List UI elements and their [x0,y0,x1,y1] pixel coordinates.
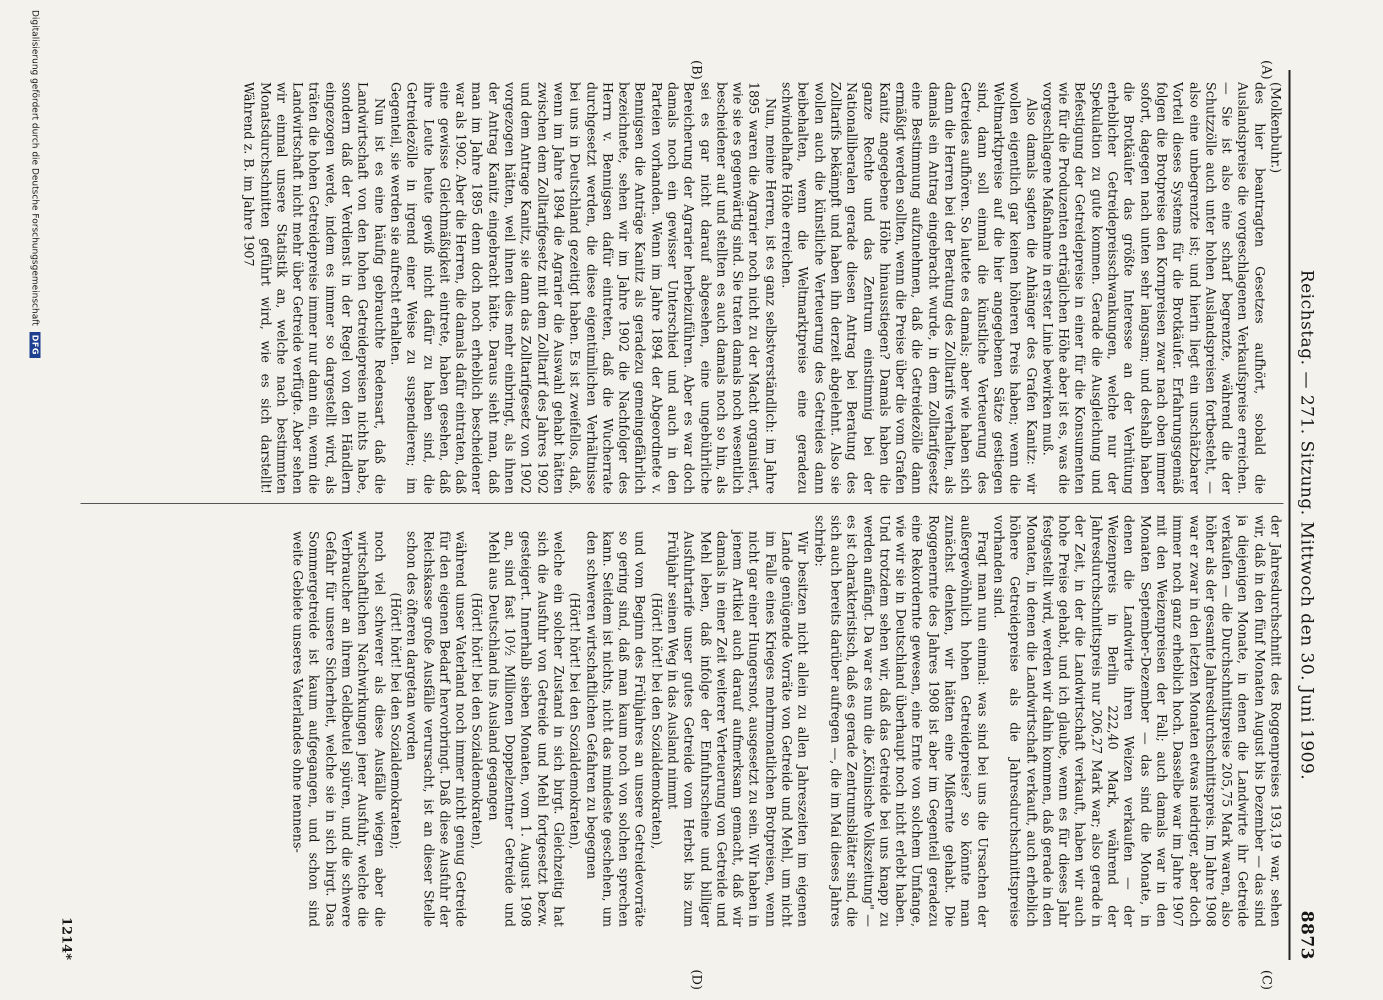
paragraph: des hier beantragten Gesetzes aufhört, sobald die Auslandspreise die vorgeschlagenen Verkaufspreise erreichen. — Sie ist also eine scharf begrenzte, während die der Schutzzölle auch unter hohen Auslandspreisen fortbesteht, — also eine unbegrenzte ist; und hierin liegt ein unschätzbarer Vorteil dieses Systems für die Brotkäufer. Erfahrungsgemäß folgen die Brotpreise den Kornpreisen zwar nach oben immer sofort, dagegen nach unten sehr langsam; und deshalb haben die Brotkäufer das größte Interesse an der Verhütung erheblicher Getreidepreisschwankungen, welche nur der Spekulation zu gute kommen. Gerade die Ausgleichung und Befestigung der Getreidepreise in einer für die Konsumenten wie für die Produzenten erträglichen Höhe aber ist es, was die vorgeschlagene Maßnahme in erster Linie bewirken muß. [1039,82,1267,494]
interjection: (Hört! hört! bei den Sozialdemokraten), [567,592,583,850]
quotation: und vom Beginn des Frühjahres an unsere Getreidevorräte so gering sind, daß man kaum noch von solchen sprechen kann. Seitdem ist nichts, nicht das mindeste geschehen, um den schweren wirtschaftlichen Gefahren zu begegnen [583,531,648,927]
quotation: während unser Vaterland noch immer nicht genug Getreide für den eigenen Bedarf hervorbringt. Daß diese Ausfuhr der Reichskasse große Ausfälle verursacht, ist an dieser Stelle schon des öfteren dargetan worden [404,531,469,927]
header-rule [1288,70,1290,960]
margin-letter-b: (B) [688,60,703,80]
page-header [1291,90,1321,960]
paragraph: der Jahresdurchschnitt des Roggenpreises 193,19 war, sehen wir, daß in den fünf Monaten August bis Dezember — das sind ja diejenigen Monate, in denen die Landwirte ihr Getreide verkaufen — die Durchschnittspreise 205,75 Mark waren, also höher als der gesamte Jahresdurchschnittspreis. Im Jahre 1908 war er zwar in den letzten Monaten etwas niedriger, aber doch immer noch ganz erheblich hoch. Dasselbe war im Jahre 1907 mit den Weizenpreisen der Fall; auch damals war in den Monaten September-Dezember — das sind die Monate, in denen die Landwirte ihren Weizen verkaufen — der Weizenpreis in Berlin 222,40 Mark, während der Jahresdurchschnittspreis nur 206,27 Mark war; also gerade in der Zeit, in der die Landwirtschaft verkauft, haben wir auch hohe Preise gehabt, und ich glaube, wenn es für dieses Jahr festgestellt wird, werden wir dahin kommen, daß gerade in den Monaten, in denen die Landwirtschaft verkauft, auch erheblich höhere Getreidepreise als die Jahresdurchschnittspreise vorhanden sind. [990,515,1283,927]
margin-letter-a: (A) [1258,60,1273,80]
quotation: welche ein solcher Zustand in sich birgt. Gleichzeitig hat sich die Ausfuhr von Getreide und Mehl fortgesetzt bezw. gesteigert. Innerhalb sieben Monaten, vom 1. August 1908 an, sind fast 10½ Millionen Doppelzentner Getreide und Mehl aus Deutschland ins Ausland gegangen [485,531,566,927]
dfg-logo: DFG [29,332,40,358]
interjection: (Hört! hört! bei den Sozialdemokraten), [469,592,485,850]
column-divider [80,503,1283,504]
digitization-credit [29,10,40,358]
interjection: (Hört! hört! bei den Sozialdemokraten); [387,592,403,850]
margin-letter-c: (C) [1258,969,1273,990]
sheet-number: 1214* [58,917,73,960]
right-column [80,515,1283,927]
left-column [80,82,1283,494]
speaker-name: (Molkenbuhr.) [1268,82,1283,174]
paragraph: Nun, meine Herren, ist es ganz selbstverständlich: im Jahre 1895 waren die Agrarier noch nicht zu der Macht organisiert, wie sie es gegenwärtig sind. Sie traten damals noch wesentlich bescheidener auf und stellten es auch damals noch so hin, als sei es gar nicht darauf abgesehen, eine ungebührliche Bereicherung der Agrarier herbeizuführen. Aber es war doch damals noch ein gewisser Unterschied und auch in den Parteien vorhanden. Wenn im Jahre 1894 der Abgeordnete v. Bennigsen die Anträge Kanitz als geradezu gemeingefährlich bezeichnete, sehen wir im Jahre 1902 die Nachfolger des Herrn v. Bennigsen dafür eintreten, daß die Wucherrate durchgesetzt werden, die diese eigentümlichen Verhältnisse bei uns in Deutschland gezeitigt haben. Es ist zweifellos, daß, wenn im Jahre 1894 die Agrarier die Auswahl gehabt hätten zwischen dem Zolltarifgesetz mit dem Zolltarif des Jahres 1902 und dem Antrage Kanitz, sie dann das Zolltarifgesetz von 1902 vorgezogen hätten, weil ihnen dies mehr einbringt, als ihnen der Antrag Kanitz eingebracht hätte. Daraus sieht man, daß man im Jahre 1895 denn doch noch erheblich bescheidener war als 1902. Aber die Herren, die damals dafür eintraten, daß eine gewisse Gleichmäßigkeit eintrete, haben gesehen, daß ihre Leute heute gewiß nicht dafür zu haben sind, die Getreidezölle in irgend einer Weise zu suspendieren; im Gegenteil, sie werden sie aufrecht erhalten. [387,82,778,494]
paragraph: Fragt man nun einmal: was sind bei uns die Ursachen der außergewöhnlich hohen Getreidepreise? so könnte man zunächst denken, wir hätten eine Mißernte gehabt. Die Roggenernte des Jahres 1908 ist aber im Gegenteil geradezu eine Rekordernte gewesen, eine Ernte von solchem Umfange, wie wir sie in Deutschland überhaupt noch nicht erlebt haben. Und trotzdem sehen wir, daß das Getreide bei uns knapp zu werden anfängt. Da war es nun die „Kölnische Volkszeitung" — es ist charakteristisch, daß es gerade Zentrumsblätter sind, die sich auch bereits darüber aufregen —, die im Mai dieses Jahres schrieb: [811,515,990,927]
page-number: 8873 [1296,910,1316,960]
margin-letter-d: (D) [688,969,703,990]
quotation: Wir besitzen nicht allein zu allen Jahreszeiten im eigenen Lande genügende Vorräte von Getreide und Mehl, um nicht im Falle eines Krieges mehrmonatlichen Brotpreisen, wenn nicht gar einer Hungersnot, ausgesetzt zu sein. Wir haben in jenem Artikel auch darauf aufmerksam gemacht, daß wir damals in einer Zeit weiterer Verteuerung von Getreide und Mehl leben, daß infolge der Einfuhrscheine und billiger Ausfuhrtarife unser gutes Getreide vom Herbst bis zum Frühjahr seinen Weg in das Ausland nimmt [665,531,811,927]
paragraph: Also damals sagten die Anhänger des Grafen Kanitz: wir wollen eigentlich gar keinen höheren Preis haben; wenn die Weltmarktpreise auf die hier angegebenen Sätze gestiegen sind, dann soll einmal die künstliche Verteuerung des Getreides aufhören. So lautete es damals; aber wie haben sich dann die Herren bei der Beratung des Zolltarifs verhalten, als damals ein Antrag eingebracht wurde, in dem Zolltarifgesetz eine Bestimmung aufzunehmen, daß die Getreidezölle dann ermäßigt werden sollten, wenn die Preise über die vom Grafen Kanitz angegebene Höhe hinausstiegen? Damals haben die ganze Rechte und das Zentrum einstimmig bei der Nationalliberalen gerade diesen Antrag bei Beratung des Zolltarifs bekämpft und haben ihn derzeit abgelehnt. Also sie wollen auch die künstliche Verteuerung des Getreides dann beibehalten, wenn die Weltmarktpreise eine geradezu schwindelhafte Höhe erreichen. [779,82,1039,494]
credit-text: Digitalisierung gefördert durch die Deutsche Forschungsgemeinschaft [29,10,40,326]
paragraph: Nun ist es eine häufig gebrauchte Redensart, daß die Landwirtschaft von den hohen Getreidepreisen nichts habe, sondern daß der Verdienst in der Regel von den Händlern eingezogen werde, indem es immer so dargestellt wird, als träten die hohen Getreidepreise immer nur dann ein, wenn die Landwirtschaft nicht mehr über Getreide verfügte. Aber sehen wir einmal unsere Statistik an, welche nach bestimmten Monatsdurchschnitten geführt wird, wie es sich darstellt! Während z. B. im Jahre 1907 [241,82,387,494]
interjection: (Hört! hört! bei den Sozialdemokraten), [648,592,664,850]
header-title: Reichstag. — 271. Sitzung. Mittwoch den 30. Juni 1909. [1296,269,1316,781]
quotation: noch viel schwerer als diese Ausfälle wiegen aber die wirtschaftlichen Nachwirkungen jener Ausfuhr, welche die Verbraucher an ihrem Geldbeutel spüren, und die schwere Gefahr für unsere Sicherheit, welche sie in sich birgt. Das Sommergetreide ist kaum aufgegangen, und schon sind weite Gebiete unseres Vaterlandes ohne nennens- [290,531,387,927]
